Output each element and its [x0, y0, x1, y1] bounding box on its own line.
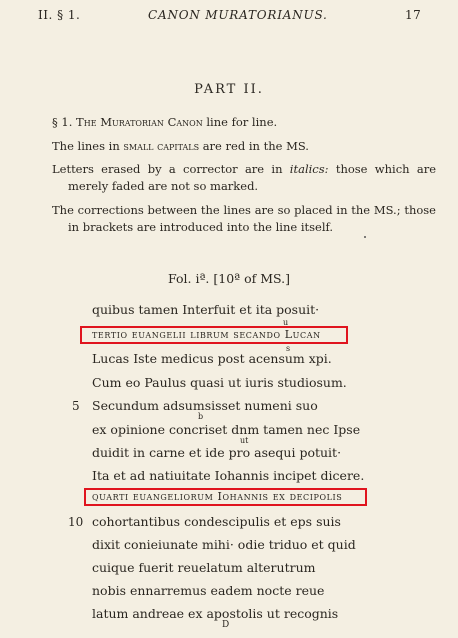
intro-p2-smallcaps: small capitals: [123, 139, 200, 153]
intro-p2-after: are red in the MS.: [199, 139, 309, 153]
ms-line-11: dixit conieiunate mihi· odie triduo et quid: [92, 537, 356, 552]
intro-p3-italic: italics:: [289, 162, 329, 176]
intro-paragraph-3: [52, 161, 436, 195]
interlinear-correction-u: u: [283, 318, 289, 327]
ms-line-12: cuique fuerit reuelatum alterutrum: [92, 560, 316, 575]
ms-line-5: Secundum adsumsisset numeni suo: [92, 398, 318, 413]
intro-paragraph-2: [52, 138, 420, 155]
intro-paragraph-4: The corrections between the lines are so placed in the MS.; those in brackets are introduced into the line itself.: [52, 203, 436, 234]
intro-p3-after: those which are merely faded are not so marked.: [68, 162, 437, 193]
section-mark: § 1.: [52, 115, 73, 129]
printer-signature: D: [222, 620, 231, 630]
line-number-5: 5: [72, 399, 80, 413]
intro-p1-smallcaps: The Muratorian Canon: [76, 115, 203, 129]
ms-line-2-rubric: tertio euangelii librum secando Lucan: [92, 328, 321, 341]
stray-mark: [364, 236, 366, 238]
intro-p3-before: Letters erased by a corrector are in: [52, 162, 290, 176]
part-title: PART II.: [194, 82, 264, 97]
ms-line-7: duidit in carne et ide pro asequi potuit·: [92, 445, 342, 460]
interlinear-correction-ut: ut: [240, 436, 249, 445]
ms-line-8: Ita et ad natiuitate Iohannis incipet dicere.: [92, 468, 365, 483]
ms-line-14: latum andreae ex apostolis ut recognis: [92, 606, 339, 621]
header-title: CANON MURATORIANUS.: [148, 8, 328, 22]
ms-line-4: Cum eo Paulus quasi ut iuris studiosum.: [92, 375, 347, 390]
header-section-ref: II. § 1.: [38, 8, 81, 22]
interlinear-correction-b: b: [198, 412, 204, 421]
ms-line-9-rubric: quarti euangeliorum Iohannis ex decipolis: [92, 490, 343, 503]
intro-p2-before: The lines in: [52, 139, 124, 153]
ms-line-13: nobis ennarremus eadem nocte reue: [92, 583, 325, 598]
folio-reference: Fol. iª. [10ª of MS.]: [168, 271, 290, 286]
ms-line-1: quibus tamen Interfuit et ita posuit·: [92, 302, 320, 317]
line-number-10: 10: [68, 515, 84, 529]
intro-p1-rest: line for line.: [202, 115, 278, 129]
page-number: 17: [405, 8, 422, 22]
ms-line-10: cohortantibus condescipulis et eps suis: [92, 514, 341, 529]
intro-paragraph-1: [52, 114, 420, 131]
ms-line-6: ex opinione concriset dnm tamen nec Ipse: [92, 422, 361, 437]
interlinear-correction-s: s: [286, 344, 291, 353]
ms-line-3: Lucas Iste medicus post acensum xpi.: [92, 351, 332, 366]
